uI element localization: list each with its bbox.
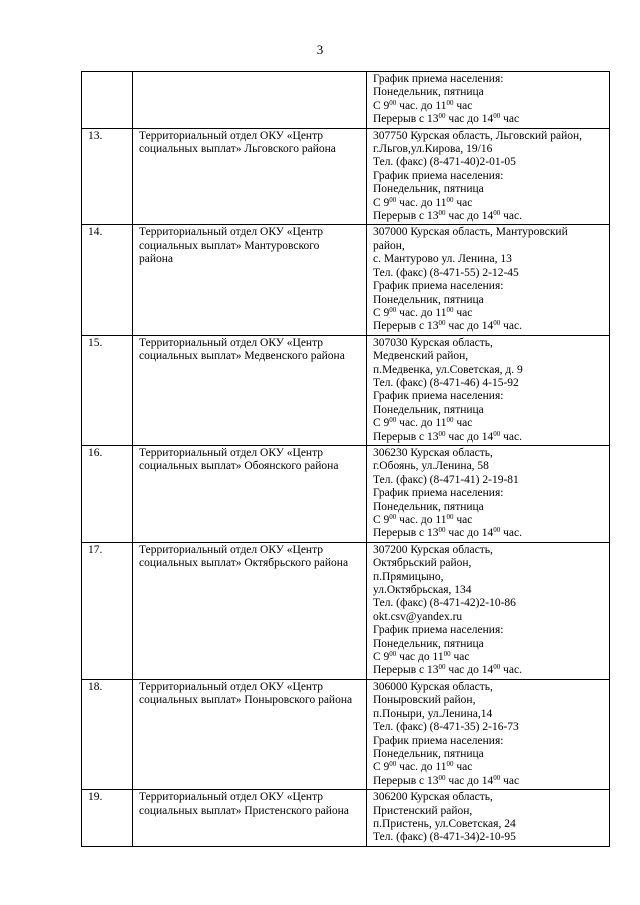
address-line: 306230 Курская область, [373,446,493,459]
schedule-lunch-start-minutes: 00 [438,663,446,672]
office-address-cell [367,790,610,847]
schedule-lunch-end-hour: час до 14 [448,527,494,540]
office-name-line: Территориальный отдел ОКУ «Центр [139,129,324,142]
office-name-line: социальных выплат» Обоянского района [139,460,339,473]
schedule-hours-unit: час [456,417,473,430]
schedule-days: Понедельник, пятница [373,86,484,99]
schedule-hours-end-hour: час. до 11 [399,417,447,430]
schedule-hours-start-minutes: 00 [389,98,397,107]
schedule-lunch-unit: час. [503,210,522,223]
schedule-days: Понедельник, пятница [373,637,484,650]
schedule-hours-end-minutes: 00 [446,195,454,204]
address-line: Тел. (факс) (8-471-34)2-10-95 [373,831,516,844]
schedule-lunch-end-hour: час до 14 [448,113,494,126]
schedule-hours-start-hour: С 9 [373,514,390,526]
office-name-line: социальных выплат» Льговского района [139,143,336,156]
offices-table [81,71,610,847]
schedule-lunch [373,775,605,788]
address-line: Пристенский район, [373,804,473,817]
schedule-title: График приема населения: [373,487,504,500]
table-row [82,679,610,789]
schedule-lunch-start-minutes: 00 [438,319,446,328]
schedule-hours-end-minutes: 00 [446,98,454,107]
office-name-cell [133,542,367,679]
offices-table-body [82,72,610,847]
row-number: 17. [82,542,133,679]
office-name-line: Территориальный отдел ОКУ «Центр [139,446,324,459]
schedule-hours-end-hour: час до 11 [399,651,444,664]
schedule-hours-start-hour: С 9 [373,306,390,319]
office-name-line: Территориальный отдел ОКУ «Центр [139,680,324,693]
schedule-title: График приема населения: [373,624,504,637]
schedule-hours-unit: час [456,196,473,209]
schedule-hours [373,197,605,210]
office-address-cell [367,225,610,335]
office-name-cell [133,72,367,129]
schedule-hours [373,651,605,664]
office-name-line: Территориальный отдел ОКУ «Центр [139,336,324,349]
address-line: Тел. (факс) (8-471-55) 2-12-45 [373,266,519,279]
schedule-lunch-start-minutes: 00 [438,526,446,535]
schedule-hours-start-minutes: 00 [389,305,397,314]
schedule-hours [373,761,605,774]
office-address-cell [367,445,610,542]
table-row [82,445,610,542]
schedule-hours-start-hour: С 9 [373,761,390,774]
schedule-lunch-start-hour: Перерыв с 13 [373,113,439,126]
schedule-lunch-end-minutes: 00 [493,209,501,218]
table-row [82,790,610,847]
table-row [82,225,610,335]
schedule-hours-unit: час [456,306,473,319]
schedule-lunch-start-hour: Перерыв с 13 [373,210,439,223]
address-line: с. Мантурово ул. Ленина, 13 [373,253,512,266]
address-line: Тел. (факс) (8-471-42)2-10-86 [373,597,516,610]
schedule-hours [373,307,605,320]
office-name-line: социальных выплат» Мантуровского [139,239,320,252]
address-line: Октябрьский район, [373,557,472,570]
schedule-hours-unit: час [456,99,473,112]
address-line: Тел. (факс) (8-471-40)2-01-05 [373,156,516,169]
schedule-hours-end-minutes: 00 [443,650,451,659]
table-row [82,128,610,225]
row-number [82,72,133,129]
schedule-lunch-unit: час [503,774,520,787]
row-number: 16. [82,445,133,542]
schedule-hours-end-minutes: 00 [446,305,454,314]
office-name-line: Территориальный отдел ОКУ «Центр [139,543,324,556]
office-name-cell [133,335,367,445]
office-name-line: социальных выплат» Поныровского района [139,694,353,707]
office-address-cell [367,679,610,789]
schedule-hours-end-minutes: 00 [446,760,454,769]
office-name-line: социальных выплат» Медвенского района [139,350,345,363]
schedule-hours-start-hour: С 9 [373,99,390,112]
address-line: район, [373,239,405,252]
schedule-lunch [373,113,605,126]
schedule-lunch-end-minutes: 00 [493,319,501,328]
schedule-lunch [373,664,605,677]
schedule-hours-start-minutes: 00 [389,760,397,769]
schedule-lunch-unit: час. [503,430,522,443]
schedule-lunch-start-minutes: 00 [438,773,446,782]
row-number: 19. [82,790,133,847]
address-line: ул.Октябрьская, 134 [373,584,472,597]
address-line: Тел. (факс) (8-471-35) 2-16-73 [373,721,519,734]
schedule-hours-unit: час [456,761,473,774]
office-address-cell [367,72,610,129]
schedule-hours-start-minutes: 00 [389,416,397,425]
row-number: 18. [82,679,133,789]
address-line: Поныровский район, [373,694,476,707]
schedule-hours-end-hour: час. до 11 [399,761,447,774]
schedule-hours-end-hour: час. до 11 [399,99,447,112]
schedule-hours-end-minutes: 00 [446,513,454,521]
schedule-hours-end-hour: час. до 11 [399,196,447,209]
address-line: п.Прямицыно, [373,570,444,583]
row-number: 14. [82,225,133,335]
address-line: п.Поныри, ул.Ленина,14 [373,707,493,720]
row-number: 13. [82,128,133,225]
schedule-lunch-unit: час [503,113,520,126]
schedule-hours-start-minutes: 00 [389,513,397,521]
office-name-line: социальных выплат» Пристенского района [139,804,349,817]
schedule-hours-start-minutes: 00 [389,650,397,659]
office-name-cell [133,225,367,335]
office-name-cell [133,445,367,542]
schedule-days: Понедельник, пятница [373,500,484,513]
office-address-cell [367,128,610,225]
schedule-lunch-unit: час. [503,527,522,540]
schedule-lunch-start-hour: Перерыв с 13 [373,774,439,787]
table-row [82,72,610,129]
address-line: 307030 Курская область, [373,336,493,349]
table-row [82,335,610,445]
schedule-lunch-unit: час. [503,320,522,333]
schedule-lunch-end-hour: час до 14 [448,430,494,443]
schedule-lunch-end-minutes: 00 [493,112,501,121]
schedule-title: График приема населения: [373,169,504,182]
address-line: 306200 Курская область, [373,791,493,804]
schedule-title: График приема населения: [373,734,504,747]
address-line: п.Пристень, ул.Советская, 24 [373,817,516,830]
schedule-lunch [373,431,605,444]
schedule-days: Понедельник, пятница [373,747,484,760]
schedule-lunch-start-hour: Перерыв с 13 [373,527,439,540]
schedule-lunch [373,210,605,223]
schedule-lunch [373,320,605,333]
schedule-hours-unit: час [456,514,473,526]
address-line: 306000 Курская область, [373,680,493,693]
schedule-lunch-end-minutes: 00 [493,526,501,535]
row-number: 15. [82,335,133,445]
address-line: 307750 Курская область, Льговский район, [373,129,582,142]
schedule-lunch-end-minutes: 00 [493,663,501,672]
schedule-title: График приема населения: [373,280,504,293]
schedule-lunch-unit: час. [503,664,522,677]
office-address-cell [367,542,610,679]
address-line: 307000 Курская область, Мантуровский [373,226,568,239]
office-name-cell [133,790,367,847]
schedule-hours-unit: час [453,651,470,664]
address-line: okt.csv@yandex.ru [373,610,463,623]
schedule-title: График приема населения: [373,390,504,403]
office-address-cell [367,335,610,445]
schedule-lunch-start-minutes: 00 [438,429,446,438]
schedule-title: График приема населения: [373,73,504,85]
schedule-hours-end-minutes: 00 [446,416,454,425]
office-name-cell [133,128,367,225]
schedule-lunch-start-minutes: 00 [438,112,446,121]
table-row [82,542,610,679]
schedule-lunch-end-minutes: 00 [493,773,501,782]
schedule-lunch-end-minutes: 00 [493,429,501,438]
office-name-line: социальных выплат» Октябрьского района [139,557,349,570]
schedule-hours-end-hour: час. до 11 [399,306,447,319]
schedule-hours [373,514,605,527]
schedule-lunch-end-hour: час до 14 [448,664,494,677]
schedule-days: Понедельник, пятница [373,403,484,416]
schedule-lunch-start-minutes: 00 [438,209,446,218]
office-name-line: района [139,253,174,266]
schedule-lunch-start-hour: Перерыв с 13 [373,664,439,677]
schedule-hours-start-minutes: 00 [389,195,397,204]
schedule-hours-start-hour: С 9 [373,417,390,430]
schedule-hours-start-hour: С 9 [373,651,390,664]
schedule-hours-start-hour: С 9 [373,196,390,209]
address-line: г.Обоянь, ул.Ленина, 58 [373,460,489,473]
office-name-line: Территориальный отдел ОКУ «Центр [139,226,324,239]
office-name-cell [133,679,367,789]
address-line: Медвенский район, [373,350,469,363]
schedule-lunch-end-hour: час до 14 [448,320,494,333]
schedule-lunch [373,527,605,540]
address-line: п.Медвенка, ул.Советская, д. 9 [373,363,523,376]
address-line: г.Льгов,ул.Кирова, 19/16 [373,143,493,156]
schedule-hours-end-hour: час. до 11 [399,514,447,526]
page-number: 3 [316,42,324,57]
address-line: Тел. (факс) (8-471-41) 2-19-81 [373,473,519,486]
schedule-hours [373,417,605,430]
address-line: Тел. (факс) (8-471-46) 4-15-92 [373,376,519,389]
schedule-lunch-start-hour: Перерыв с 13 [373,430,439,443]
address-line: 307200 Курская область, [373,543,493,556]
schedule-lunch-end-hour: час до 14 [448,774,494,787]
office-name-line: Территориальный отдел ОКУ «Центр [139,791,324,804]
schedule-lunch-start-hour: Перерыв с 13 [373,320,439,333]
schedule-days: Понедельник, пятница [373,293,484,306]
schedule-days: Понедельник, пятница [373,183,484,196]
schedule-lunch-end-hour: час до 14 [448,210,494,223]
schedule-hours [373,100,605,113]
